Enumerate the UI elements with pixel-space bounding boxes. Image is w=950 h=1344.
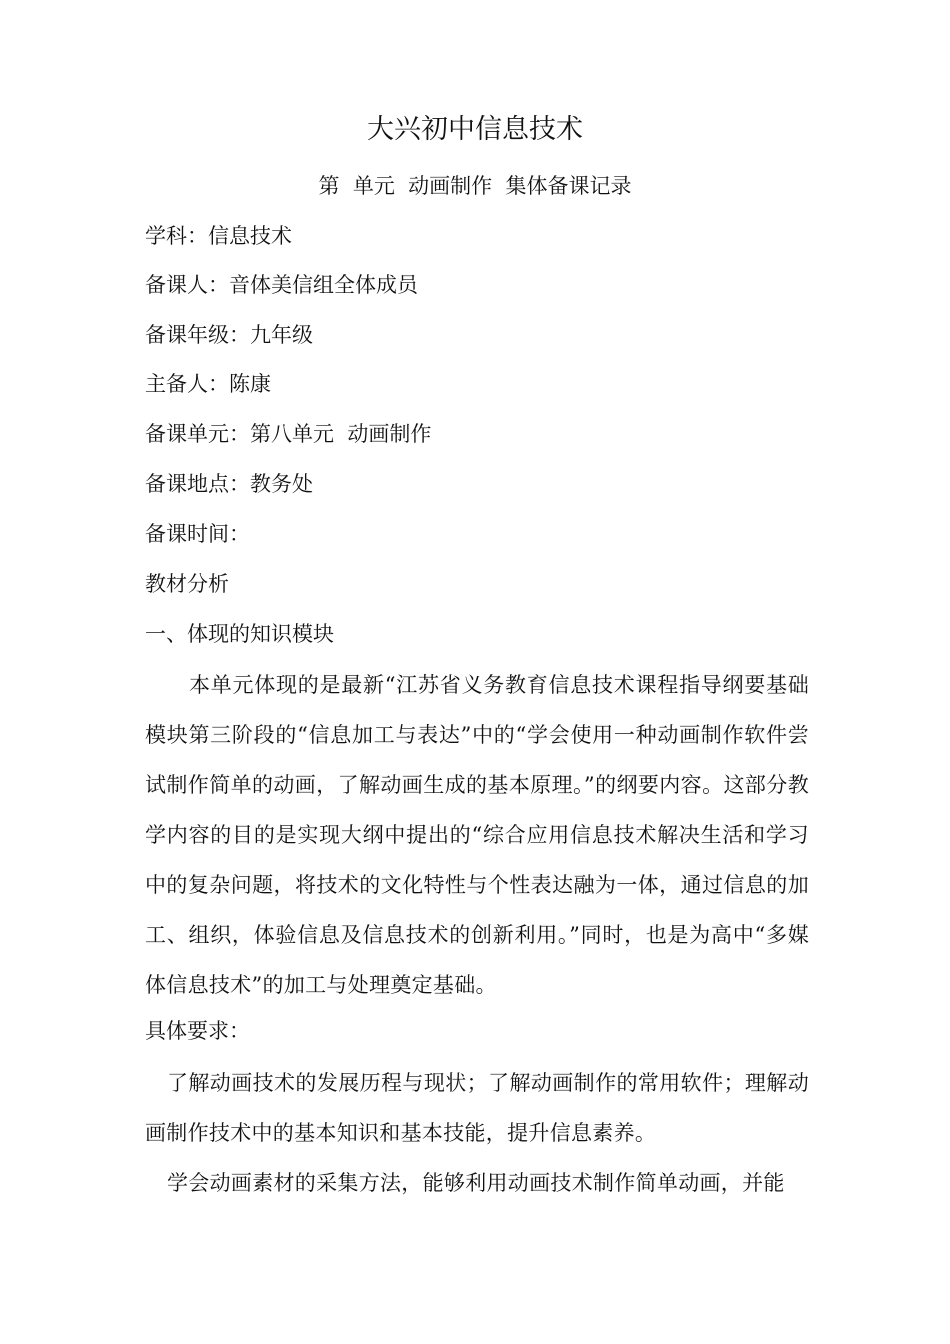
info-unit: 备课单元：第八单元 动画制作 [145, 422, 432, 446]
info-lead: 主备人：陈康 [145, 372, 271, 396]
requirement-paragraph-2: 学会动画素材的采集方法，能够利用动画技术制作简单动画，并能 [167, 1171, 785, 1195]
requirements-heading: 具体要求： [145, 1019, 250, 1043]
info-grade: 备课年级：九年级 [145, 323, 313, 347]
info-subject: 学科：信息技术 [145, 224, 292, 248]
document-subtitle: 第 单元 动画制作 集体备课记录 [318, 174, 632, 198]
requirement-paragraph-1: 了解动画技术的发展历程与现状；了解动画制作的常用软件；理解动画制作技术中的基本知识和基本技能，提升信息素养。 [145, 1071, 809, 1145]
sub-heading: 一、体现的知识模块 [145, 622, 334, 646]
section-heading: 教材分析 [145, 572, 229, 596]
info-preparer: 备课人：音体美信组全体成员 [145, 273, 418, 297]
info-place: 备课地点：教务处 [145, 472, 313, 496]
info-time: 备课时间： [145, 522, 250, 546]
document-title: 大兴初中信息技术 [367, 114, 583, 145]
body-paragraph: 本单元体现的是最新“江苏省义务教育信息技术课程指导纲要基础模块第三阶段的“信息加工与表达”中的“学会使用一种动画制作软件尝试制作简单的动画，了解动画生成的基本原理。”的纲要内容。这部分教学内容的目的是实现大纲中提出的“综合应用信息技术解决生活和学习中的复杂问题，将技术的文化特性与个性表达融为一体，通过信息的加工、组织，体验信息及信息技术的创新利用。”同时，也是为高中“多媒体信息技术”的加工与处理奠定基础。 [145, 673, 809, 997]
